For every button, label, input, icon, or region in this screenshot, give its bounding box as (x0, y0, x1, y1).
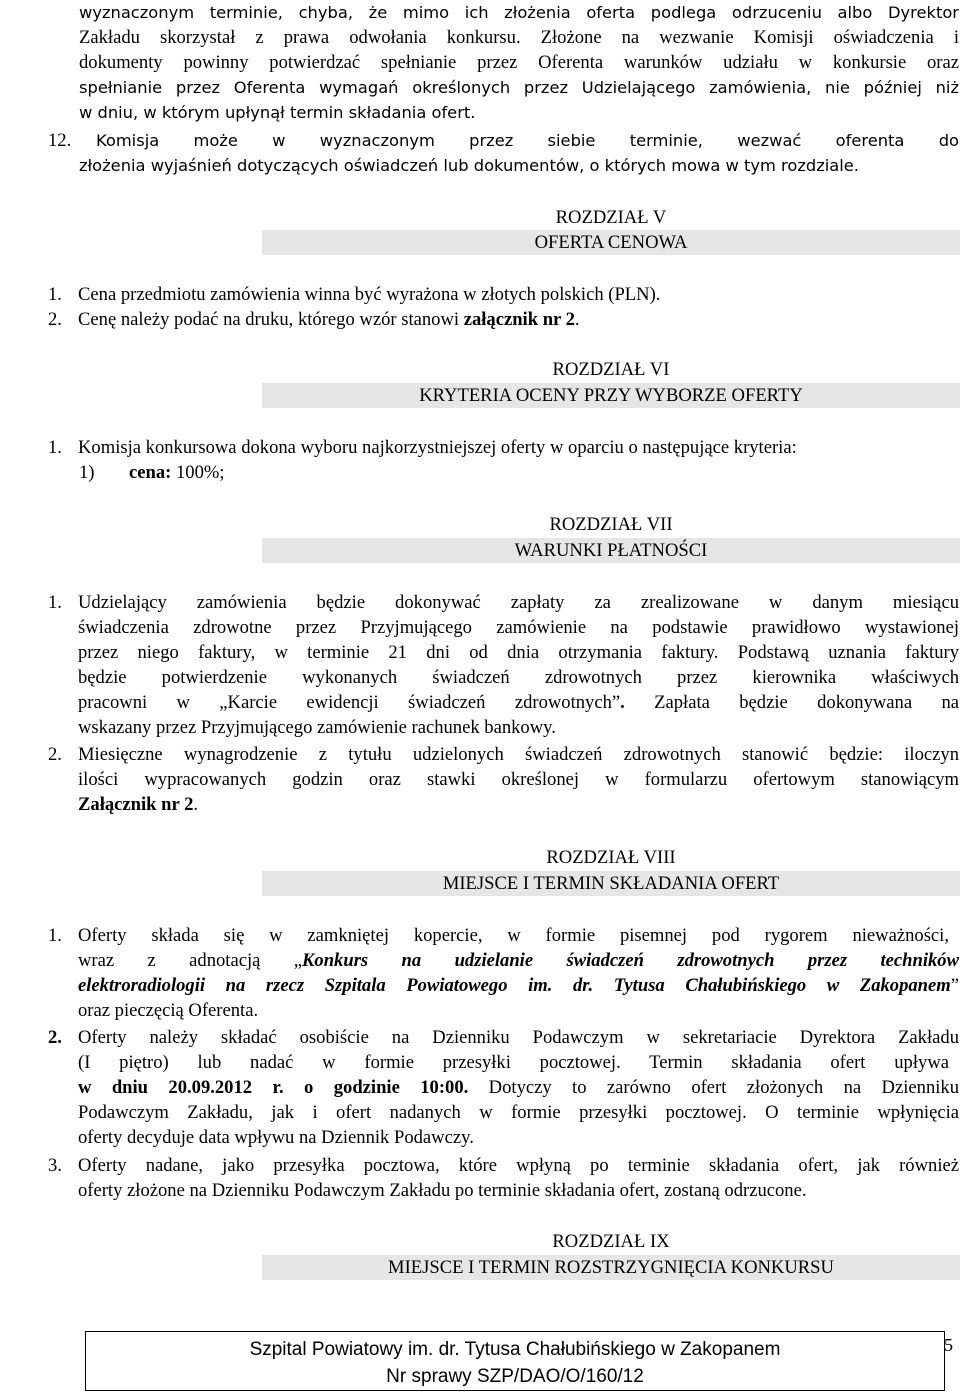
footer-hospital-name: Szpital Powiatowy im. dr. Tytusa Chałubińskiego w Zakopanem (249, 1339, 781, 1360)
text-line: Podawczym Zakładu, jak i ofert nadanych w formie przesyłki pocztowej. O terminie wpłynięcia (78, 1102, 959, 1123)
text-line: elektroradiologii na rzecz Szpitala Powiatowego im. dr. Tytusa Chałubińskiego w Zakopanem” (78, 975, 959, 996)
list-number: 1. (48, 925, 62, 946)
text-line: przez niego faktury, w terminie 21 dni od dnia otrzymania faktury. Podstawą uznania faktury (78, 642, 959, 663)
top-paragraph (79, 0, 959, 25)
list-item: 2. Cenę należy podać na druku, którego wzór stanowi załącznik nr 2. (48, 309, 580, 330)
list-item: 1. Cena przedmiotu zamówienia winna być wyrażona w złotych polskich (PLN). (48, 284, 661, 305)
text-line: dokumenty powinny potwierdzać spełnianie przez Oferenta warunków udziału w konkursie oraz (79, 52, 959, 73)
list-number: 3. (48, 1155, 62, 1176)
text-line: będzie potwierdzenie wykonanych świadczeń zdrowotnych przez kierownika właściwych (78, 667, 959, 688)
chapter-7-heading: ROZDZIAŁ VII (549, 514, 673, 535)
chapter-7-title: WARUNKI PŁATNOŚCI (514, 540, 708, 561)
chapter-5-title: OFERTA CENOWA (534, 232, 688, 253)
chapter-9-heading: ROZDZIAŁ IX (552, 1231, 670, 1252)
text-line: Oferty składa się w zamkniętej kopercie, w formie pisemnej pod rygorem nieważności, (78, 925, 949, 946)
text-line: oferty złożone na Dzienniku Podawczym Zakładu po terminie składania ofert, zostaną odrzucone. (78, 1180, 807, 1201)
list-number: 2. (48, 1027, 62, 1048)
list-item: 1. Komisja konkursowa dokona wyboru najkorzystniejszej oferty w oparciu o następujące kryteria: (48, 437, 797, 458)
list-number: 1. (48, 592, 62, 613)
text-line: pracowni w „Karcie ewidencji świadczeń zdrowotnych”. Zapłata będzie dokonywana na (78, 692, 960, 713)
chapter-6-list (48, 435, 959, 485)
list-number: 12. (48, 130, 72, 151)
chapter-7-item-2 (48, 742, 959, 817)
text-line: Oferty nadane, jako przesyłka pocztowa, które wpłyną po terminie składania ofert, jak również (78, 1155, 959, 1176)
chapter-8-title: MIEJSCE I TERMIN SKŁADANIA OFERT (442, 873, 780, 894)
text-line: Komisja może w wyznaczonym przez siebie terminie, wezwać oferenta do (96, 131, 959, 150)
chapter-7-item-1 (48, 590, 959, 740)
text-line: w dniu, w którym upłynął termin składania ofert. (79, 103, 476, 122)
list-number: 2. (48, 744, 62, 765)
chapter-9-title: MIEJSCE I TERMIN ROZSTRZYGNIĘCIA KONKURSU (388, 1257, 834, 1278)
text-line: Udzielający zamówienia będzie dokonywać zapłaty za zrealizowane w danym miesiącu (78, 592, 959, 613)
text-line: wyznaczonym terminie, chyba, że mimo ich złożenia oferta podlega odrzuceniu albo Dyrektor (79, 3, 959, 22)
top-paragraph-serif (79, 25, 959, 75)
footer-case-number: Nr sprawy SZP/DAO/O/160/12 (386, 1366, 644, 1387)
item-12 (48, 128, 959, 178)
chapter-8-item-3 (48, 1153, 959, 1203)
text-line: ilości wypracowanych godzin oraz stawki określonej w formularzu ofertowym stanowiącym (78, 769, 959, 790)
text-line: w dniu 20.09.2012 r. o godzinie 10:00. Dotyczy to zarówno ofert złożonych na Dzienniku (78, 1077, 959, 1098)
text-line: (I piętro) lub nadać w formie przesyłki pocztowej. Termin składania ofert upływa (78, 1052, 949, 1073)
text-line: spełnianie przez Oferenta wymagań określonych przez Udzielającego zamówienia, nie później niż (79, 78, 959, 97)
text-line: wskazany przez Przyjmującego zamówienie rachunek bankowy. (78, 717, 556, 738)
chapter-8-item-1 (48, 923, 959, 1023)
text-line: Zakładu skorzystał z prawa odwołania konkursu. Złożone na wezwanie Komisji oświadczenia i (79, 27, 959, 48)
text-line: Miesięczne wynagrodzenie z tytułu udzielonych świadczeń zdrowotnych stanowić będzie: iloczyn (78, 744, 959, 765)
text-line: oferty decyduje data wpływu na Dziennik Podawczy. (78, 1127, 474, 1148)
text-line: Załącznik nr 2. (78, 794, 199, 815)
chapter-6-title: KRYTERIA OCENY PRZY WYBORZE OFERTY (419, 385, 803, 406)
text-line: oraz pieczęcią Oferenta. (78, 1000, 259, 1021)
text-line: Oferty należy składać osobiście na Dzienniku Podawczym w sekretariacie Dyrektora Zakładu (78, 1027, 959, 1048)
chapter-5-heading: ROZDZIAŁ V (555, 207, 667, 228)
chapter-8-item-2 (48, 1025, 959, 1150)
chapter-6-heading: ROZDZIAŁ VI (552, 359, 670, 380)
page-footer (85, 1331, 945, 1391)
chapter-8-heading: ROZDZIAŁ VIII (546, 847, 676, 868)
text-line: wraz z adnotacją „Konkurs na udzielanie świadczeń zdrowotnych przez techników (78, 950, 959, 971)
text-line: złożenia wyjaśnień dotyczących oświadczeń lub dokumentów, o których mowa w tym rozdziale. (79, 156, 859, 175)
page-number: 5 (944, 1335, 953, 1355)
chapter-5-list (48, 282, 959, 332)
list-item: 1) cena: 100%; (79, 462, 225, 483)
top-paragraph-sans (79, 75, 959, 125)
text-line: świadczenia zdrowotne przez Przyjmującego zamówienie na podstawie prawidłowo wystawionej (78, 617, 959, 638)
